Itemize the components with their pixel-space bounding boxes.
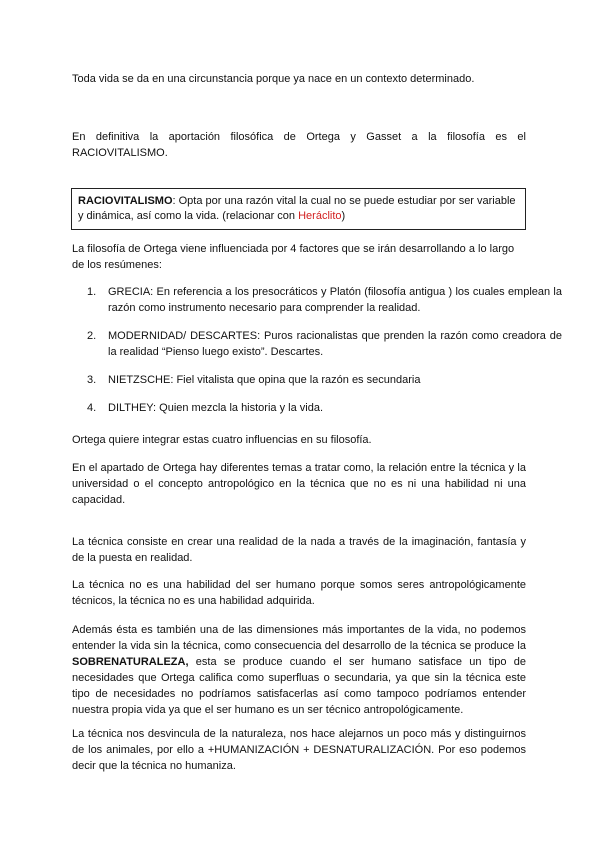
list-item [87, 400, 562, 416]
factors-list [72, 284, 562, 416]
sobrenaturaleza-term: SOBRENATURALEZA, [72, 656, 189, 668]
paragraph-sobrenaturaleza [72, 622, 526, 718]
paragraph-influencia: La filosofía de Ortega viene influenciada por 4 factores que se irán desarrollando a lo largo de los resúmenes: [72, 243, 515, 271]
list-item-text: DILTHEY: Quien mezcla la historia y la vida. [108, 402, 323, 414]
paragraph-tecnica-consiste: La técnica consiste en crear una realidad de la nada a través de la imaginación, fantasía y de la puesta en realidad. [72, 536, 526, 564]
list-number: 4. [87, 402, 97, 414]
paragraph-integrar: Ortega quiere integrar estas cuatro influencias en su filosofía. [72, 434, 372, 446]
paragraph-desvincula: La técnica nos desvincula de la naturaleza, nos hace alejarnos un poco más y distinguirnos de los animales, por ello a +HUMANIZACIÓN + DESNATURALIZACIÓN. Por eso podemos decir que la técnica no humaniza. [72, 728, 526, 772]
raciovitalismo-definition-box [71, 188, 526, 230]
raciovitalismo-term: RACIOVITALISMO [78, 195, 173, 207]
list-number: 2. [87, 330, 97, 342]
list-item [87, 328, 562, 360]
list-item-text: MODERNIDAD/ DESCARTES: Puros racionalistas que prenden la razón como creadora de la realidad “Pienso luego existo”. Descartes. [108, 330, 562, 358]
paragraph-circunstancia: Toda vida se da en una circunstancia porque ya nace en un contexto determinado. [72, 73, 475, 85]
sobrenaturaleza-text-before: Además ésta es también una de las dimensiones más importantes de la vida, no podemos entender la vida sin la técnica, como consecuencia del desarrollo de la técnica se produce la [72, 624, 526, 652]
paragraph-aportacion: En definitiva la aportación filosófica de Ortega y Gasset a la filosofía es el RACIOVITALISMO. [72, 131, 526, 159]
list-item [87, 372, 562, 388]
paragraph-apartado: En el apartado de Ortega hay diferentes temas a tratar como, la relación entre la técnica y la universidad o el concepto antropológico en la técnica que no es ni una habilidad ni una capacidad. [72, 462, 526, 506]
list-number: 3. [87, 374, 97, 386]
raciovitalismo-definition: : Opta por una razón vital la cual no se puede estudiar por ser variable y dinámica, así como la vida. (relacionar con [78, 195, 516, 222]
sobrenaturaleza-text-after: esta se produce cuando el ser humano satisface un tipo de necesidades que Ortega califica como superfluas o secundaria, ya que sin la técnica este tipo de necesidades no podríamos satisfacerlas así como tampoco podríamos entender nuestra propia vida ya que el ser humano es un ser técnico antropológicamente. [72, 656, 526, 716]
list-item-text: NIETZSCHE: Fiel vitalista que opina que la razón es secundaria [108, 374, 421, 386]
paragraph-tecnica-no-habilidad: La técnica no es una habilidad del ser humano porque somos seres antropológicamente técnicos, la técnica no es una habilidad adquirida. [72, 579, 526, 607]
definition-close: ) [341, 210, 346, 222]
heraclito-link[interactable]: Heráclito [298, 210, 342, 222]
list-number: 1. [87, 286, 97, 298]
list-item [87, 284, 562, 316]
list-item-text: GRECIA: En referencia a los presocráticos y Platón (filosofía antigua ) los cuales emplean la razón como instrumento necesario para comprender la realidad. [108, 286, 562, 314]
